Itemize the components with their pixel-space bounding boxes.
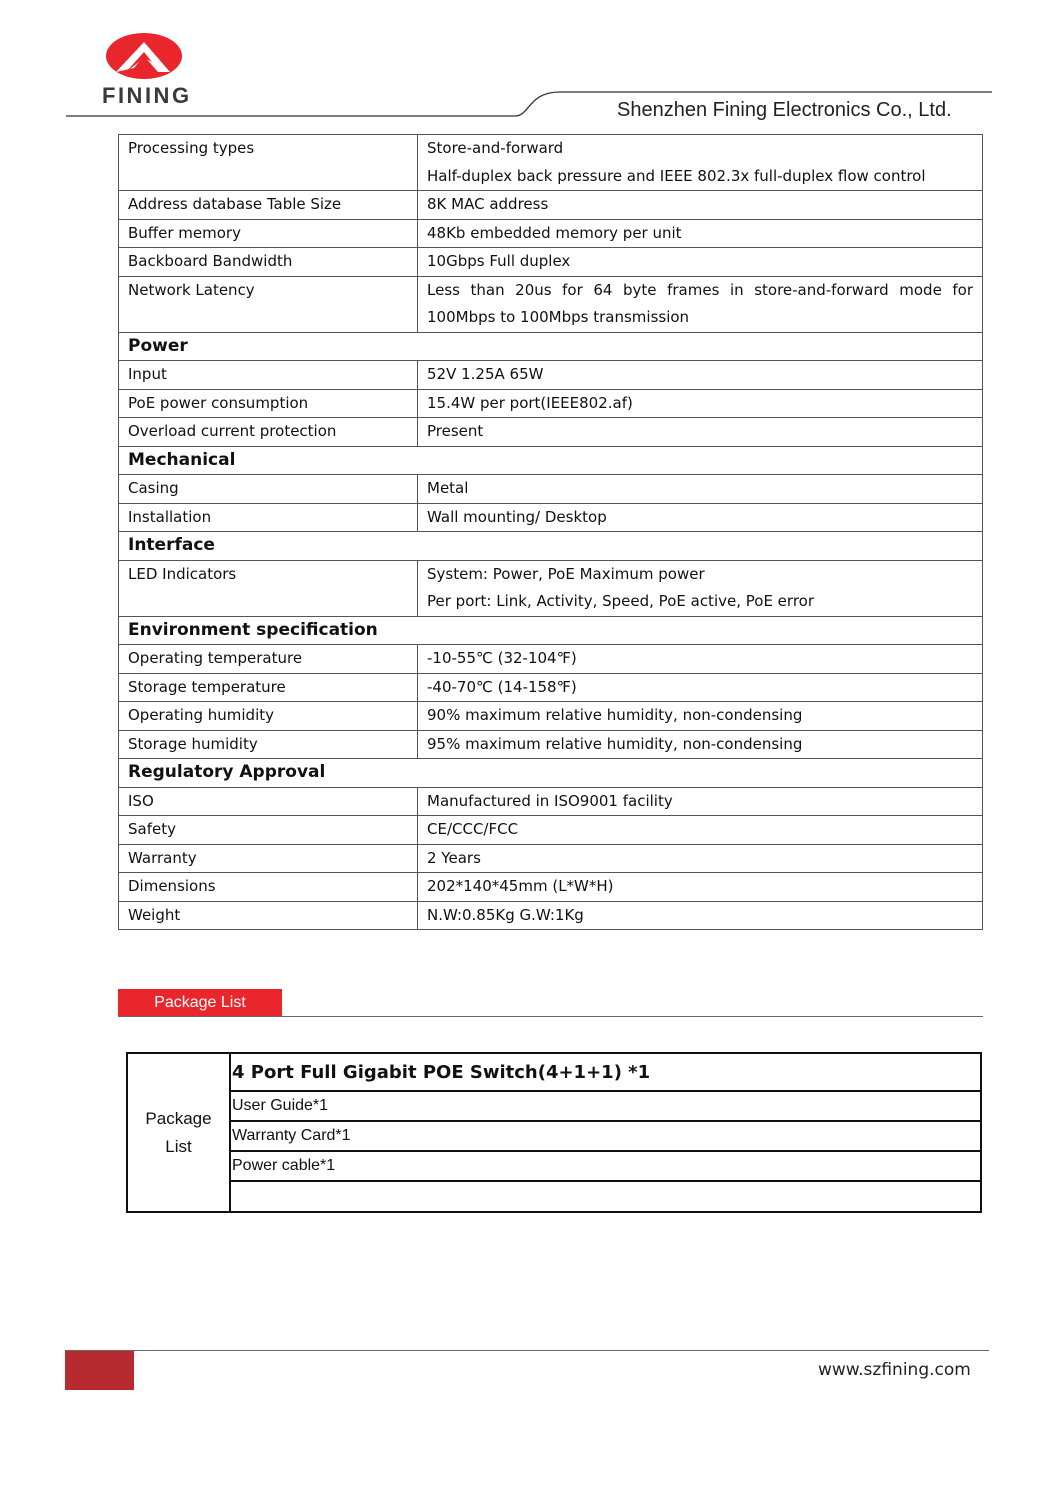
section-header-row (119, 759, 983, 788)
spec-row (119, 361, 983, 390)
spec-row (119, 901, 983, 930)
spec-value (418, 389, 983, 418)
spec-label: Casing (119, 475, 418, 504)
package-item: Power cable*1 (231, 1152, 980, 1182)
spec-value-line: 90% maximum relative humidity, non-condensing (427, 706, 803, 724)
spec-label: Dimensions (119, 873, 418, 902)
package-item: Warranty Card*1 (231, 1122, 980, 1152)
spec-value-line: 10Gbps Full duplex (427, 252, 571, 270)
spec-value-line: Present (427, 422, 484, 440)
spec-label: Storage humidity (119, 730, 418, 759)
spec-value-line: -40-70℃ (14-158℉) (427, 677, 577, 696)
spec-value-line: 100Mbps to 100Mbps transmission (427, 308, 690, 326)
package-item-empty (231, 1182, 980, 1210)
spec-value-line: Metal (427, 479, 469, 497)
spec-table (118, 134, 983, 930)
spec-row (119, 673, 983, 702)
footer-rule (65, 1350, 989, 1351)
spec-value-line: CE/CCC/FCC (427, 820, 519, 838)
spec-value-line: N.W:0.85Kg G.W:1Kg (427, 905, 584, 924)
spec-value-line: Store-and-forward (427, 139, 564, 157)
spec-label: LED Indicators (119, 560, 418, 616)
section-title: Interface (119, 532, 983, 561)
spec-value-line: Wall mounting/ Desktop (427, 507, 607, 526)
spec-value (418, 418, 983, 447)
section-title: Environment specification (119, 616, 983, 645)
spec-value (418, 901, 983, 930)
spec-value (418, 219, 983, 248)
spec-label: Address database Table Size (119, 191, 418, 220)
spec-value-line: 52V 1.25A 65W (427, 365, 544, 383)
spec-value (418, 191, 983, 220)
spec-value (418, 135, 983, 191)
company-name: Shenzhen Fining Electronics Co., Ltd. (617, 99, 952, 121)
spec-value-line: Half-duplex back pressure and IEEE 802.3x full-duplex flow control (427, 166, 926, 185)
section-title: Power (119, 332, 983, 361)
spec-row (119, 276, 983, 332)
footer-accent-block (65, 1351, 134, 1390)
spec-value (418, 816, 983, 845)
package-label-line: Package (145, 1108, 212, 1128)
spec-value-line: 2 Years (427, 848, 481, 867)
spec-label: Overload current protection (119, 418, 418, 447)
spec-label: Processing types (119, 135, 418, 191)
spec-row (119, 702, 983, 731)
section-header-row (119, 616, 983, 645)
spec-value (418, 787, 983, 816)
spec-value (418, 730, 983, 759)
spec-label: Weight (119, 901, 418, 930)
package-label (128, 1054, 231, 1211)
spec-label: Buffer memory (119, 219, 418, 248)
spec-label: Warranty (119, 844, 418, 873)
spec-value-line: Less than 20us for 64 byte frames in store-and-forward mode for (427, 280, 973, 299)
spec-row (119, 135, 983, 191)
spec-row (119, 475, 983, 504)
spec-row (119, 873, 983, 902)
website-url: www.szfining.com (818, 1360, 971, 1380)
spec-row (119, 645, 983, 674)
spec-value-line: 15.4W per port(IEEE802.af) (427, 393, 633, 412)
package-table (126, 1052, 982, 1213)
spec-row (119, 816, 983, 845)
spec-label: Operating temperature (119, 645, 418, 674)
spec-value (418, 276, 983, 332)
spec-value-line: 48Kb embedded memory per unit (427, 223, 682, 242)
spec-label: Safety (119, 816, 418, 845)
section-header-row (119, 532, 983, 561)
section-header-row (119, 446, 983, 475)
spec-row (119, 787, 983, 816)
spec-label: Storage temperature (119, 673, 418, 702)
spec-label: Backboard Bandwidth (119, 248, 418, 277)
spec-label: Network Latency (119, 276, 418, 332)
spec-label: PoE power consumption (119, 389, 418, 418)
logo-text: FINING (102, 83, 192, 108)
package-items (231, 1054, 980, 1210)
spec-value-line: 8K MAC address (427, 195, 549, 213)
spec-row (119, 418, 983, 447)
package-item: 4 Port Full Gigabit POE Switch(4+1+1) *1 (231, 1054, 980, 1092)
spec-value (418, 560, 983, 616)
spec-label: Operating humidity (119, 702, 418, 731)
spec-value-line: 202*140*45mm (L*W*H) (427, 877, 614, 895)
spec-value (418, 475, 983, 504)
spec-value (418, 673, 983, 702)
spec-value-line: 95% maximum relative humidity, non-condensing (427, 734, 803, 753)
spec-row (119, 730, 983, 759)
spec-value (418, 248, 983, 277)
spec-label: ISO (119, 787, 418, 816)
spec-label: Installation (119, 503, 418, 532)
spec-row (119, 503, 983, 532)
spec-value-line: Per port: Link, Activity, Speed, PoE active, PoE error (427, 592, 814, 610)
spec-row (119, 191, 983, 220)
spec-value (418, 645, 983, 674)
section-title: Regulatory Approval (119, 759, 983, 788)
package-divider (118, 1016, 983, 1017)
package-item: User Guide*1 (231, 1092, 980, 1122)
spec-row (119, 219, 983, 248)
spec-value (418, 503, 983, 532)
package-label-line: List (165, 1136, 192, 1156)
section-title: Mechanical (119, 446, 983, 475)
spec-value-line: -10-55℃ (32-104℉) (427, 649, 577, 667)
spec-row (119, 844, 983, 873)
package-list-tab: Package List (118, 989, 282, 1017)
spec-row (119, 560, 983, 616)
spec-row (119, 248, 983, 277)
spec-row (119, 389, 983, 418)
section-header-row (119, 332, 983, 361)
spec-value (418, 361, 983, 390)
spec-value-line: System: Power, PoE Maximum power (427, 564, 705, 583)
spec-value-line: Manufactured in ISO9001 facility (427, 791, 673, 810)
spec-value (418, 844, 983, 873)
spec-value (418, 873, 983, 902)
spec-value (418, 702, 983, 731)
spec-label: Input (119, 361, 418, 390)
